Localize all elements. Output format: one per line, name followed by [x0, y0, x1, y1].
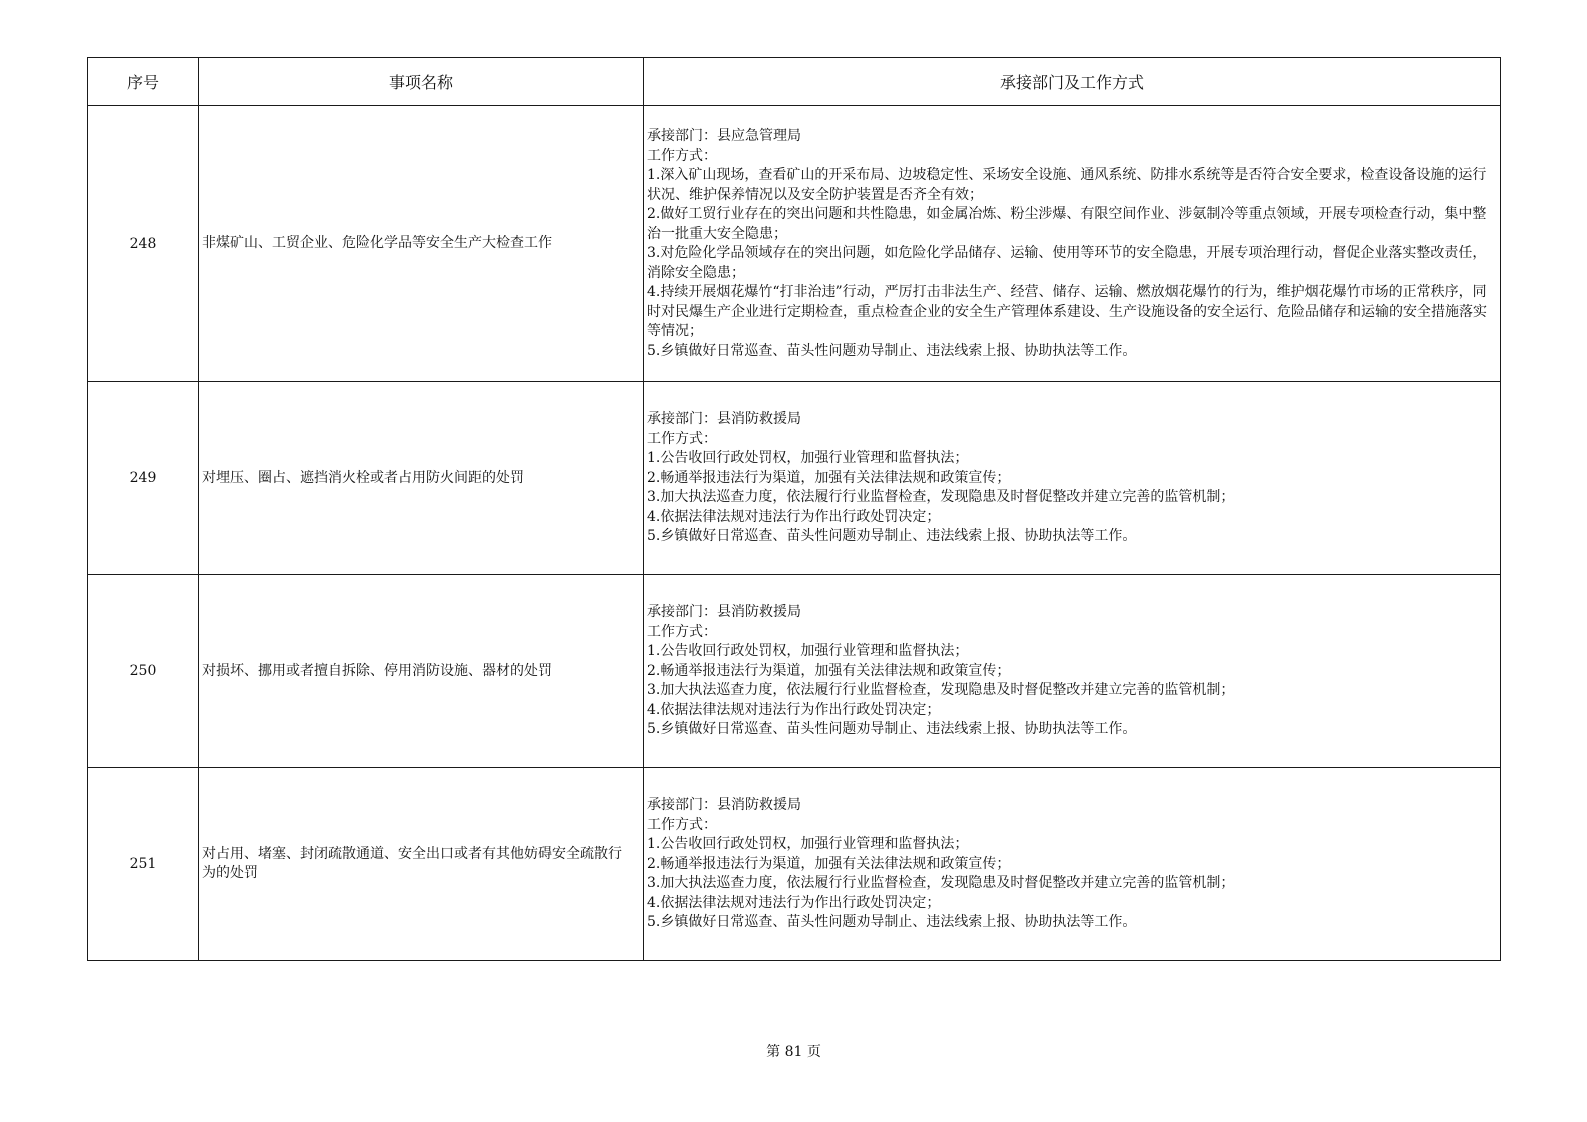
item-name: 非煤矿山、工贸企业、危险化学品等安全生产大检查工作 [199, 106, 644, 382]
method-line: 5.乡镇做好日常巡查、苗头性问题劝导制止、违法线索上报、协助执法等工作。 [647, 342, 1137, 359]
department-and-method [644, 575, 1501, 768]
method-line: 工作方式： [647, 623, 717, 640]
method-line: 4.持续开展烟花爆竹“打非治违”行动，严厉打击非法生产、经营、储存、运输、燃放烟花爆竹的行为，维护烟花爆竹市场的正常秩序，同时对民爆生产企业进行定期检查，重点检查企业的安全生产管理体系建设、生产设施设备的安全运行、危险品储存和运输的安全措施落实等情况； [647, 284, 1487, 339]
method-line: 1.深入矿山现场，查看矿山的开采布局、边坡稳定性、采场安全设施、通风系统、防排水系统等是否符合安全要求，检查设备设施的运行状况、维护保养情况以及安全防护装置是否齐全有效； [647, 167, 1487, 203]
method-line: 承接部门：县消防救援局 [647, 604, 801, 621]
method-line: 2.畅通举报违法行为渠道，加强有关法律法规和政策宣传； [647, 662, 1011, 679]
method-line: 5.乡镇做好日常巡查、苗头性问题劝导制止、违法线索上报、协助执法等工作。 [647, 528, 1137, 545]
header-row [88, 58, 1501, 106]
method-line: 3.加大执法巡查力度，依法履行行业监督检查，发现隐患及时督促整改并建立完善的监管机制； [647, 489, 1235, 506]
method-line: 3.对危险化学品领域存在的突出问题，如危险化学品储存、运输、使用等环节的安全隐患，开展专项治理行动，督促企业落实整改责任，消除安全隐患； [647, 245, 1487, 281]
method-line: 工作方式： [647, 430, 717, 447]
page-number: 第 81 页 [766, 1044, 821, 1060]
method-line: 工作方式： [647, 816, 717, 833]
department-and-method [644, 106, 1501, 382]
method-line: 工作方式： [647, 147, 717, 164]
method-line: 3.加大执法巡查力度，依法履行行业监督检查，发现隐患及时督促整改并建立完善的监管机制； [647, 875, 1235, 892]
method-line: 4.依据法律法规对违法行为作出行政处罚决定； [647, 894, 941, 911]
method-line: 1.公告收回行政处罚权，加强行业管理和监督执法； [647, 643, 969, 660]
method-line: 2.畅通举报违法行为渠道，加强有关法律法规和政策宣传； [647, 469, 1011, 486]
method-line: 承接部门：县应急管理局 [647, 128, 801, 144]
items-table [87, 57, 1501, 961]
item-name: 对占用、堵塞、封闭疏散通道、安全出口或者有其他妨碍安全疏散行为的处罚 [199, 768, 644, 961]
method-line: 承接部门：县消防救援局 [647, 797, 801, 814]
method-line: 1.公告收回行政处罚权，加强行业管理和监督执法； [647, 836, 969, 853]
department-and-method [644, 382, 1501, 575]
row-number: 250 [88, 575, 199, 768]
table-row [88, 575, 1501, 768]
table-row [88, 382, 1501, 575]
row-number: 248 [88, 106, 199, 382]
item-name: 对埋压、圈占、遮挡消火栓或者占用防火间距的处罚 [199, 382, 644, 575]
method-line: 承接部门：县消防救援局 [647, 411, 801, 428]
method-line: 4.依据法律法规对违法行为作出行政处罚决定； [647, 508, 941, 525]
department-and-method [644, 768, 1501, 961]
row-number: 249 [88, 382, 199, 575]
method-line: 4.依据法律法规对违法行为作出行政处罚决定； [647, 701, 941, 718]
table-row [88, 106, 1501, 382]
method-line: 1.公告收回行政处罚权，加强行业管理和监督执法； [647, 450, 969, 467]
method-line: 3.加大执法巡查力度，依法履行行业监督检查，发现隐患及时督促整改并建立完善的监管机制； [647, 682, 1235, 699]
header-method: 承接部门及工作方式 [644, 58, 1501, 106]
method-line: 5.乡镇做好日常巡查、苗头性问题劝导制止、违法线索上报、协助执法等工作。 [647, 914, 1137, 931]
row-number: 251 [88, 768, 199, 961]
header-no: 序号 [88, 58, 199, 106]
table-row [88, 768, 1501, 961]
method-line: 5.乡镇做好日常巡查、苗头性问题劝导制止、违法线索上报、协助执法等工作。 [647, 721, 1137, 738]
header-name: 事项名称 [199, 58, 644, 106]
method-line: 2.做好工贸行业存在的突出问题和共性隐患，如金属冶炼、粉尘涉爆、有限空间作业、涉氨制冷等重点领域，开展专项检查行动，集中整治一批重大安全隐患； [647, 206, 1487, 242]
item-name: 对损坏、挪用或者擅自拆除、停用消防设施、器材的处罚 [199, 575, 644, 768]
method-line: 2.畅通举报违法行为渠道，加强有关法律法规和政策宣传； [647, 855, 1011, 872]
